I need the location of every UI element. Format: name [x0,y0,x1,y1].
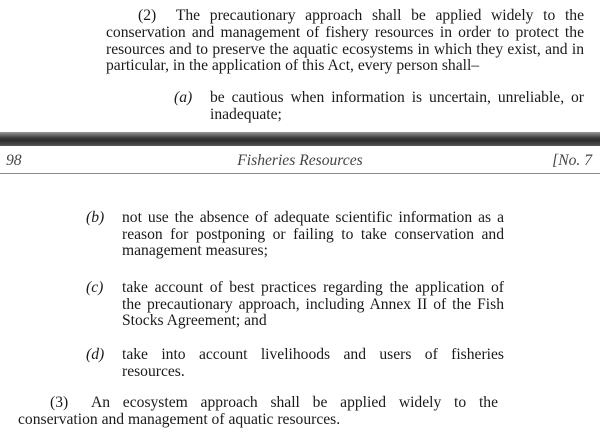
item-d-text: take into account livelihoods and users of fisheries resources. [122,346,504,380]
item-c-text: take account of best practices regarding the application of the precautionary approach, including Annex II of the Fish Stocks Agreement; and [122,279,504,329]
running-header [0,152,600,174]
item-a-text: be cautious when information is uncertain, unreliable, or inadequate; [210,89,584,123]
item-c-label: (c) [86,279,104,296]
paragraph-2-body: conservation and management of fishery resources in order to protect the resources and to preserve the aquatic ecosystems in which they exist, and in particular, in the application of this Act, every person shall– [106,24,584,74]
page-break-divider [0,132,600,146]
paragraph-2-number: (2) [138,7,157,24]
paragraph-3-body: conservation and management of aquatic resources. [18,411,341,428]
paragraph-3-first-line: An ecosystem approach shall be applied widely to the [90,394,498,411]
page-number: 98 [6,152,22,169]
act-number: [No. 7 [552,152,592,169]
header-rule [0,173,600,174]
top-page-fragment [0,0,600,138]
paragraph-3 [18,395,498,412]
item-d-label: (d) [86,346,105,363]
item-b-label: (b) [86,209,105,226]
page-title: Fisheries Resources [237,152,363,169]
paragraph-2 [106,8,584,25]
item-b-text: not use the absence of adequate scientific information as a reason for postponing or failing to take conservation and management measures; [122,209,504,259]
paragraph-2-first-line: The precautionary approach shall be applied widely to the [175,7,584,24]
paragraph-3-number: (3) [50,394,69,411]
item-a-label: (a) [174,89,193,106]
